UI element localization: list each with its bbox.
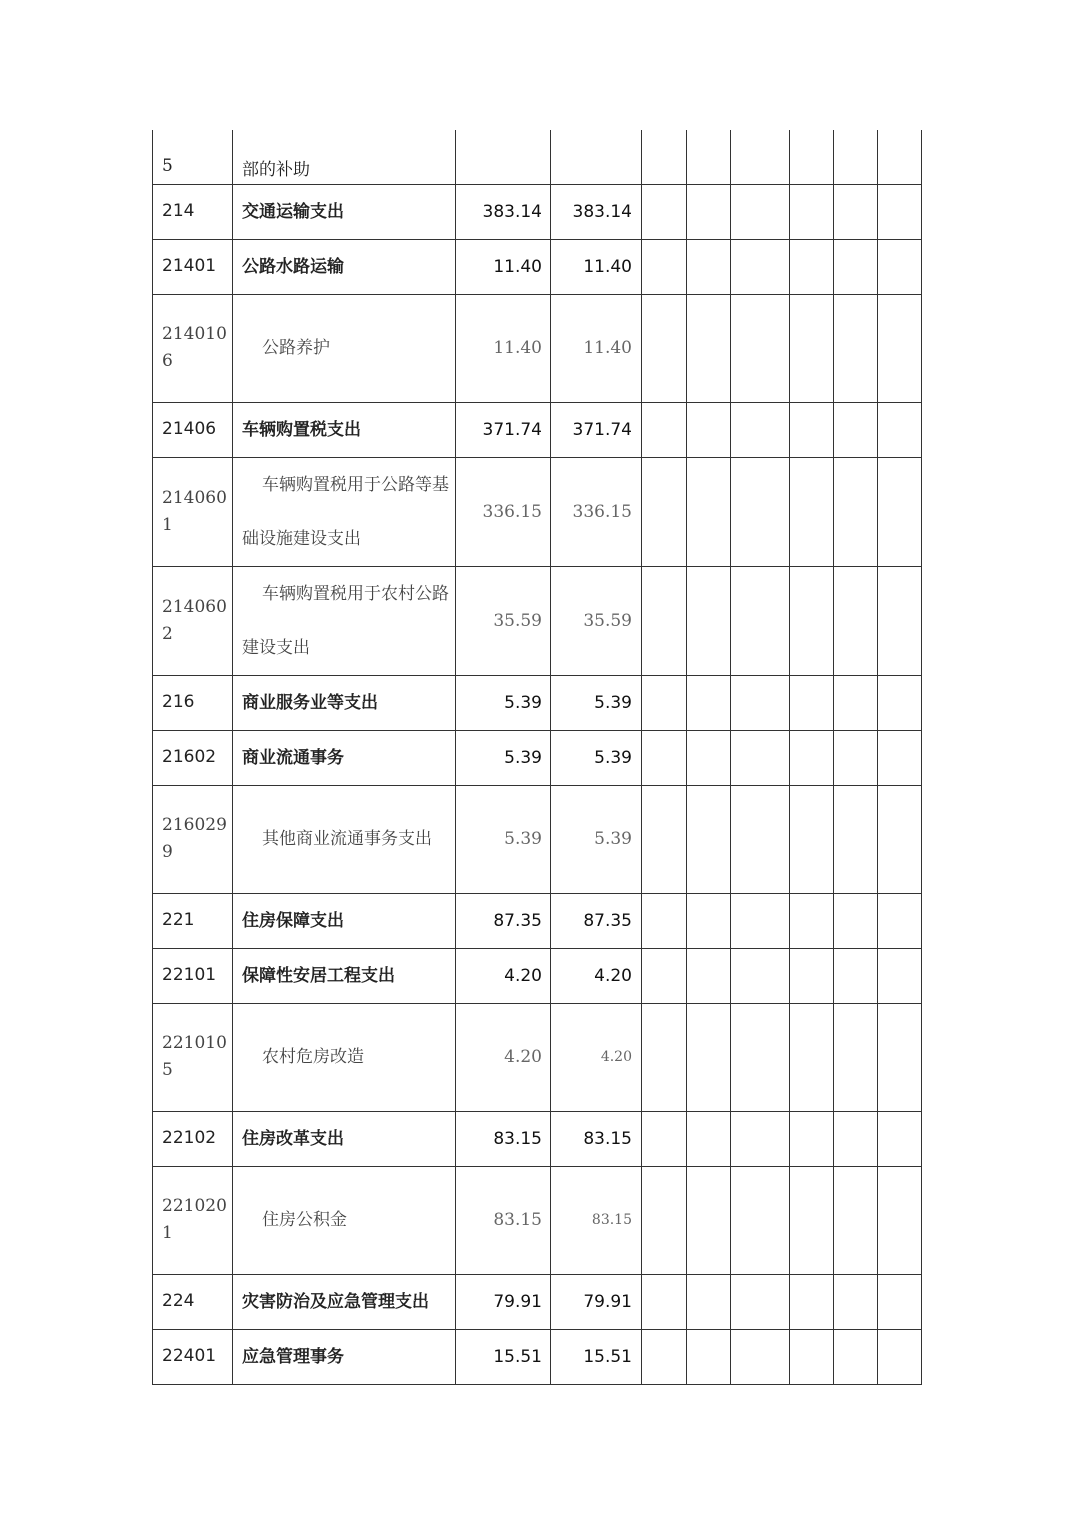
empty-cell	[790, 1329, 834, 1384]
empty-cell	[834, 1274, 878, 1329]
row-code: 2140602	[153, 566, 233, 675]
empty-cell	[790, 130, 834, 184]
row-value-2: 79.91	[551, 1274, 642, 1329]
empty-cell	[790, 239, 834, 294]
row-value-1: 83.15	[456, 1166, 551, 1274]
empty-cell	[687, 1166, 731, 1274]
empty-cell	[642, 184, 687, 239]
row-name: 公路水路运输	[233, 239, 456, 294]
empty-cell	[687, 948, 731, 1003]
row-name-text: 其他商业流通事务支出	[262, 829, 432, 849]
row-value-2: 5.39	[551, 675, 642, 730]
table-row	[153, 1329, 922, 1384]
empty-cell	[687, 294, 731, 402]
row-value-1: 11.40	[456, 294, 551, 402]
row-name: 保障性安居工程支出	[233, 948, 456, 1003]
empty-cell	[731, 785, 790, 893]
empty-cell	[878, 294, 922, 402]
table-row	[153, 457, 922, 566]
empty-cell	[790, 566, 834, 675]
empty-cell	[790, 730, 834, 785]
table-row	[153, 1166, 922, 1274]
table-row	[153, 402, 922, 457]
empty-cell	[834, 184, 878, 239]
row-name-text: 车辆购置税用于农村公路建设支出	[242, 583, 449, 658]
empty-cell	[878, 402, 922, 457]
empty-cell	[642, 785, 687, 893]
row-value-1: 11.40	[456, 239, 551, 294]
row-code: 221	[153, 893, 233, 948]
empty-cell	[790, 457, 834, 566]
empty-cell	[687, 1274, 731, 1329]
empty-cell	[731, 948, 790, 1003]
empty-cell	[731, 1166, 790, 1274]
empty-cell	[790, 893, 834, 948]
row-name: 部的补助	[233, 130, 456, 184]
row-code: 5	[153, 130, 233, 184]
table-row	[153, 130, 922, 184]
row-code: 21602	[153, 730, 233, 785]
empty-cell	[642, 730, 687, 785]
table-row	[153, 294, 922, 402]
row-value-1: 5.39	[456, 785, 551, 893]
row-name	[233, 785, 456, 893]
row-code: 214	[153, 184, 233, 239]
row-name	[233, 294, 456, 402]
empty-cell	[731, 294, 790, 402]
row-name: 应急管理事务	[233, 1329, 456, 1384]
empty-cell	[642, 1329, 687, 1384]
row-code: 22102	[153, 1111, 233, 1166]
empty-cell	[878, 730, 922, 785]
empty-cell	[731, 893, 790, 948]
row-code: 21401	[153, 239, 233, 294]
row-value-2: 4.20	[551, 948, 642, 1003]
row-code: 22101	[153, 948, 233, 1003]
empty-cell	[878, 948, 922, 1003]
empty-cell	[687, 1003, 731, 1111]
table-row	[153, 675, 922, 730]
empty-cell	[687, 130, 731, 184]
empty-cell	[834, 948, 878, 1003]
row-value-1: 15.51	[456, 1329, 551, 1384]
empty-cell	[687, 566, 731, 675]
row-name: 车辆购置税支出	[233, 402, 456, 457]
row-name: 灾害防治及应急管理支出	[233, 1274, 456, 1329]
row-name-text: 公路养护	[262, 338, 330, 358]
row-value-1: 87.35	[456, 893, 551, 948]
row-value-2: 5.39	[551, 785, 642, 893]
empty-cell	[878, 785, 922, 893]
empty-cell	[878, 130, 922, 184]
empty-cell	[834, 1111, 878, 1166]
empty-cell	[834, 675, 878, 730]
empty-cell	[878, 1111, 922, 1166]
empty-cell	[687, 402, 731, 457]
row-value-1: 371.74	[456, 402, 551, 457]
empty-cell	[642, 130, 687, 184]
row-code: 2210201	[153, 1166, 233, 1274]
empty-cell	[834, 730, 878, 785]
empty-cell	[790, 1111, 834, 1166]
empty-cell	[878, 1274, 922, 1329]
row-code: 2160299	[153, 785, 233, 893]
row-value-2: 383.14	[551, 184, 642, 239]
empty-cell	[834, 785, 878, 893]
row-value-2: 371.74	[551, 402, 642, 457]
row-name: 住房改革支出	[233, 1111, 456, 1166]
empty-cell	[731, 130, 790, 184]
row-name: 商业服务业等支出	[233, 675, 456, 730]
budget-table	[152, 130, 922, 1385]
table-row	[153, 730, 922, 785]
empty-cell	[687, 675, 731, 730]
empty-cell	[790, 1003, 834, 1111]
row-value-1: 5.39	[456, 730, 551, 785]
row-code: 2210105	[153, 1003, 233, 1111]
row-name-text: 车辆购置税用于公路等基础设施建设支出	[242, 474, 449, 549]
empty-cell	[790, 402, 834, 457]
row-value-1	[456, 130, 551, 184]
row-value-2: 83.15	[551, 1166, 642, 1274]
empty-cell	[731, 1111, 790, 1166]
empty-cell	[878, 239, 922, 294]
row-value-2: 87.35	[551, 893, 642, 948]
row-value-1: 35.59	[456, 566, 551, 675]
empty-cell	[834, 1003, 878, 1111]
row-value-2: 11.40	[551, 294, 642, 402]
empty-cell	[687, 785, 731, 893]
row-value-1: 4.20	[456, 1003, 551, 1111]
empty-cell	[642, 675, 687, 730]
empty-cell	[687, 457, 731, 566]
empty-cell	[878, 675, 922, 730]
empty-cell	[642, 566, 687, 675]
row-value-2	[551, 130, 642, 184]
empty-cell	[878, 1166, 922, 1274]
empty-cell	[834, 239, 878, 294]
empty-cell	[790, 294, 834, 402]
empty-cell	[731, 1003, 790, 1111]
empty-cell	[642, 402, 687, 457]
table-row	[153, 184, 922, 239]
empty-cell	[642, 239, 687, 294]
empty-cell	[731, 1274, 790, 1329]
table-row	[153, 566, 922, 675]
empty-cell	[790, 184, 834, 239]
row-code: 216	[153, 675, 233, 730]
empty-cell	[878, 184, 922, 239]
row-value-2: 15.51	[551, 1329, 642, 1384]
empty-cell	[642, 1166, 687, 1274]
table-row	[153, 1111, 922, 1166]
row-code: 224	[153, 1274, 233, 1329]
table-row	[153, 893, 922, 948]
empty-cell	[687, 239, 731, 294]
empty-cell	[731, 457, 790, 566]
empty-cell	[834, 1166, 878, 1274]
empty-cell	[687, 184, 731, 239]
empty-cell	[834, 457, 878, 566]
row-value-1: 383.14	[456, 184, 551, 239]
empty-cell	[834, 1329, 878, 1384]
empty-cell	[790, 1274, 834, 1329]
row-value-2: 83.15	[551, 1111, 642, 1166]
empty-cell	[834, 893, 878, 948]
empty-cell	[731, 566, 790, 675]
row-name: 商业流通事务	[233, 730, 456, 785]
empty-cell	[642, 1111, 687, 1166]
row-value-2: 5.39	[551, 730, 642, 785]
row-name	[233, 1003, 456, 1111]
empty-cell	[642, 893, 687, 948]
empty-cell	[731, 675, 790, 730]
row-name-text: 住房公积金	[262, 1210, 347, 1230]
table-row	[153, 785, 922, 893]
row-name: 住房保障支出	[233, 893, 456, 948]
empty-cell	[731, 184, 790, 239]
empty-cell	[642, 294, 687, 402]
row-code: 2140106	[153, 294, 233, 402]
row-value-2: 4.20	[551, 1003, 642, 1111]
row-name	[233, 1166, 456, 1274]
table-row	[153, 1274, 922, 1329]
empty-cell	[642, 1274, 687, 1329]
row-value-2: 11.40	[551, 239, 642, 294]
row-name	[233, 457, 456, 566]
empty-cell	[731, 239, 790, 294]
row-name-text: 农村危房改造	[262, 1047, 364, 1067]
empty-cell	[642, 457, 687, 566]
empty-cell	[731, 1329, 790, 1384]
empty-cell	[687, 1111, 731, 1166]
empty-cell	[790, 948, 834, 1003]
empty-cell	[642, 948, 687, 1003]
empty-cell	[731, 730, 790, 785]
row-name: 交通运输支出	[233, 184, 456, 239]
row-code: 22401	[153, 1329, 233, 1384]
empty-cell	[687, 1329, 731, 1384]
empty-cell	[878, 457, 922, 566]
empty-cell	[834, 294, 878, 402]
row-value-2: 336.15	[551, 457, 642, 566]
empty-cell	[834, 130, 878, 184]
empty-cell	[834, 566, 878, 675]
row-value-1: 83.15	[456, 1111, 551, 1166]
row-value-1: 4.20	[456, 948, 551, 1003]
empty-cell	[834, 402, 878, 457]
table-row	[153, 948, 922, 1003]
row-value-1: 5.39	[456, 675, 551, 730]
empty-cell	[790, 1166, 834, 1274]
empty-cell	[790, 675, 834, 730]
row-name	[233, 566, 456, 675]
table-row	[153, 1003, 922, 1111]
empty-cell	[687, 893, 731, 948]
empty-cell	[790, 785, 834, 893]
empty-cell	[878, 893, 922, 948]
row-value-2: 35.59	[551, 566, 642, 675]
empty-cell	[642, 1003, 687, 1111]
empty-cell	[878, 1003, 922, 1111]
row-value-1: 79.91	[456, 1274, 551, 1329]
empty-cell	[878, 566, 922, 675]
table-row	[153, 239, 922, 294]
empty-cell	[687, 730, 731, 785]
row-code: 21406	[153, 402, 233, 457]
empty-cell	[878, 1329, 922, 1384]
row-code: 2140601	[153, 457, 233, 566]
row-value-1: 336.15	[456, 457, 551, 566]
empty-cell	[731, 402, 790, 457]
